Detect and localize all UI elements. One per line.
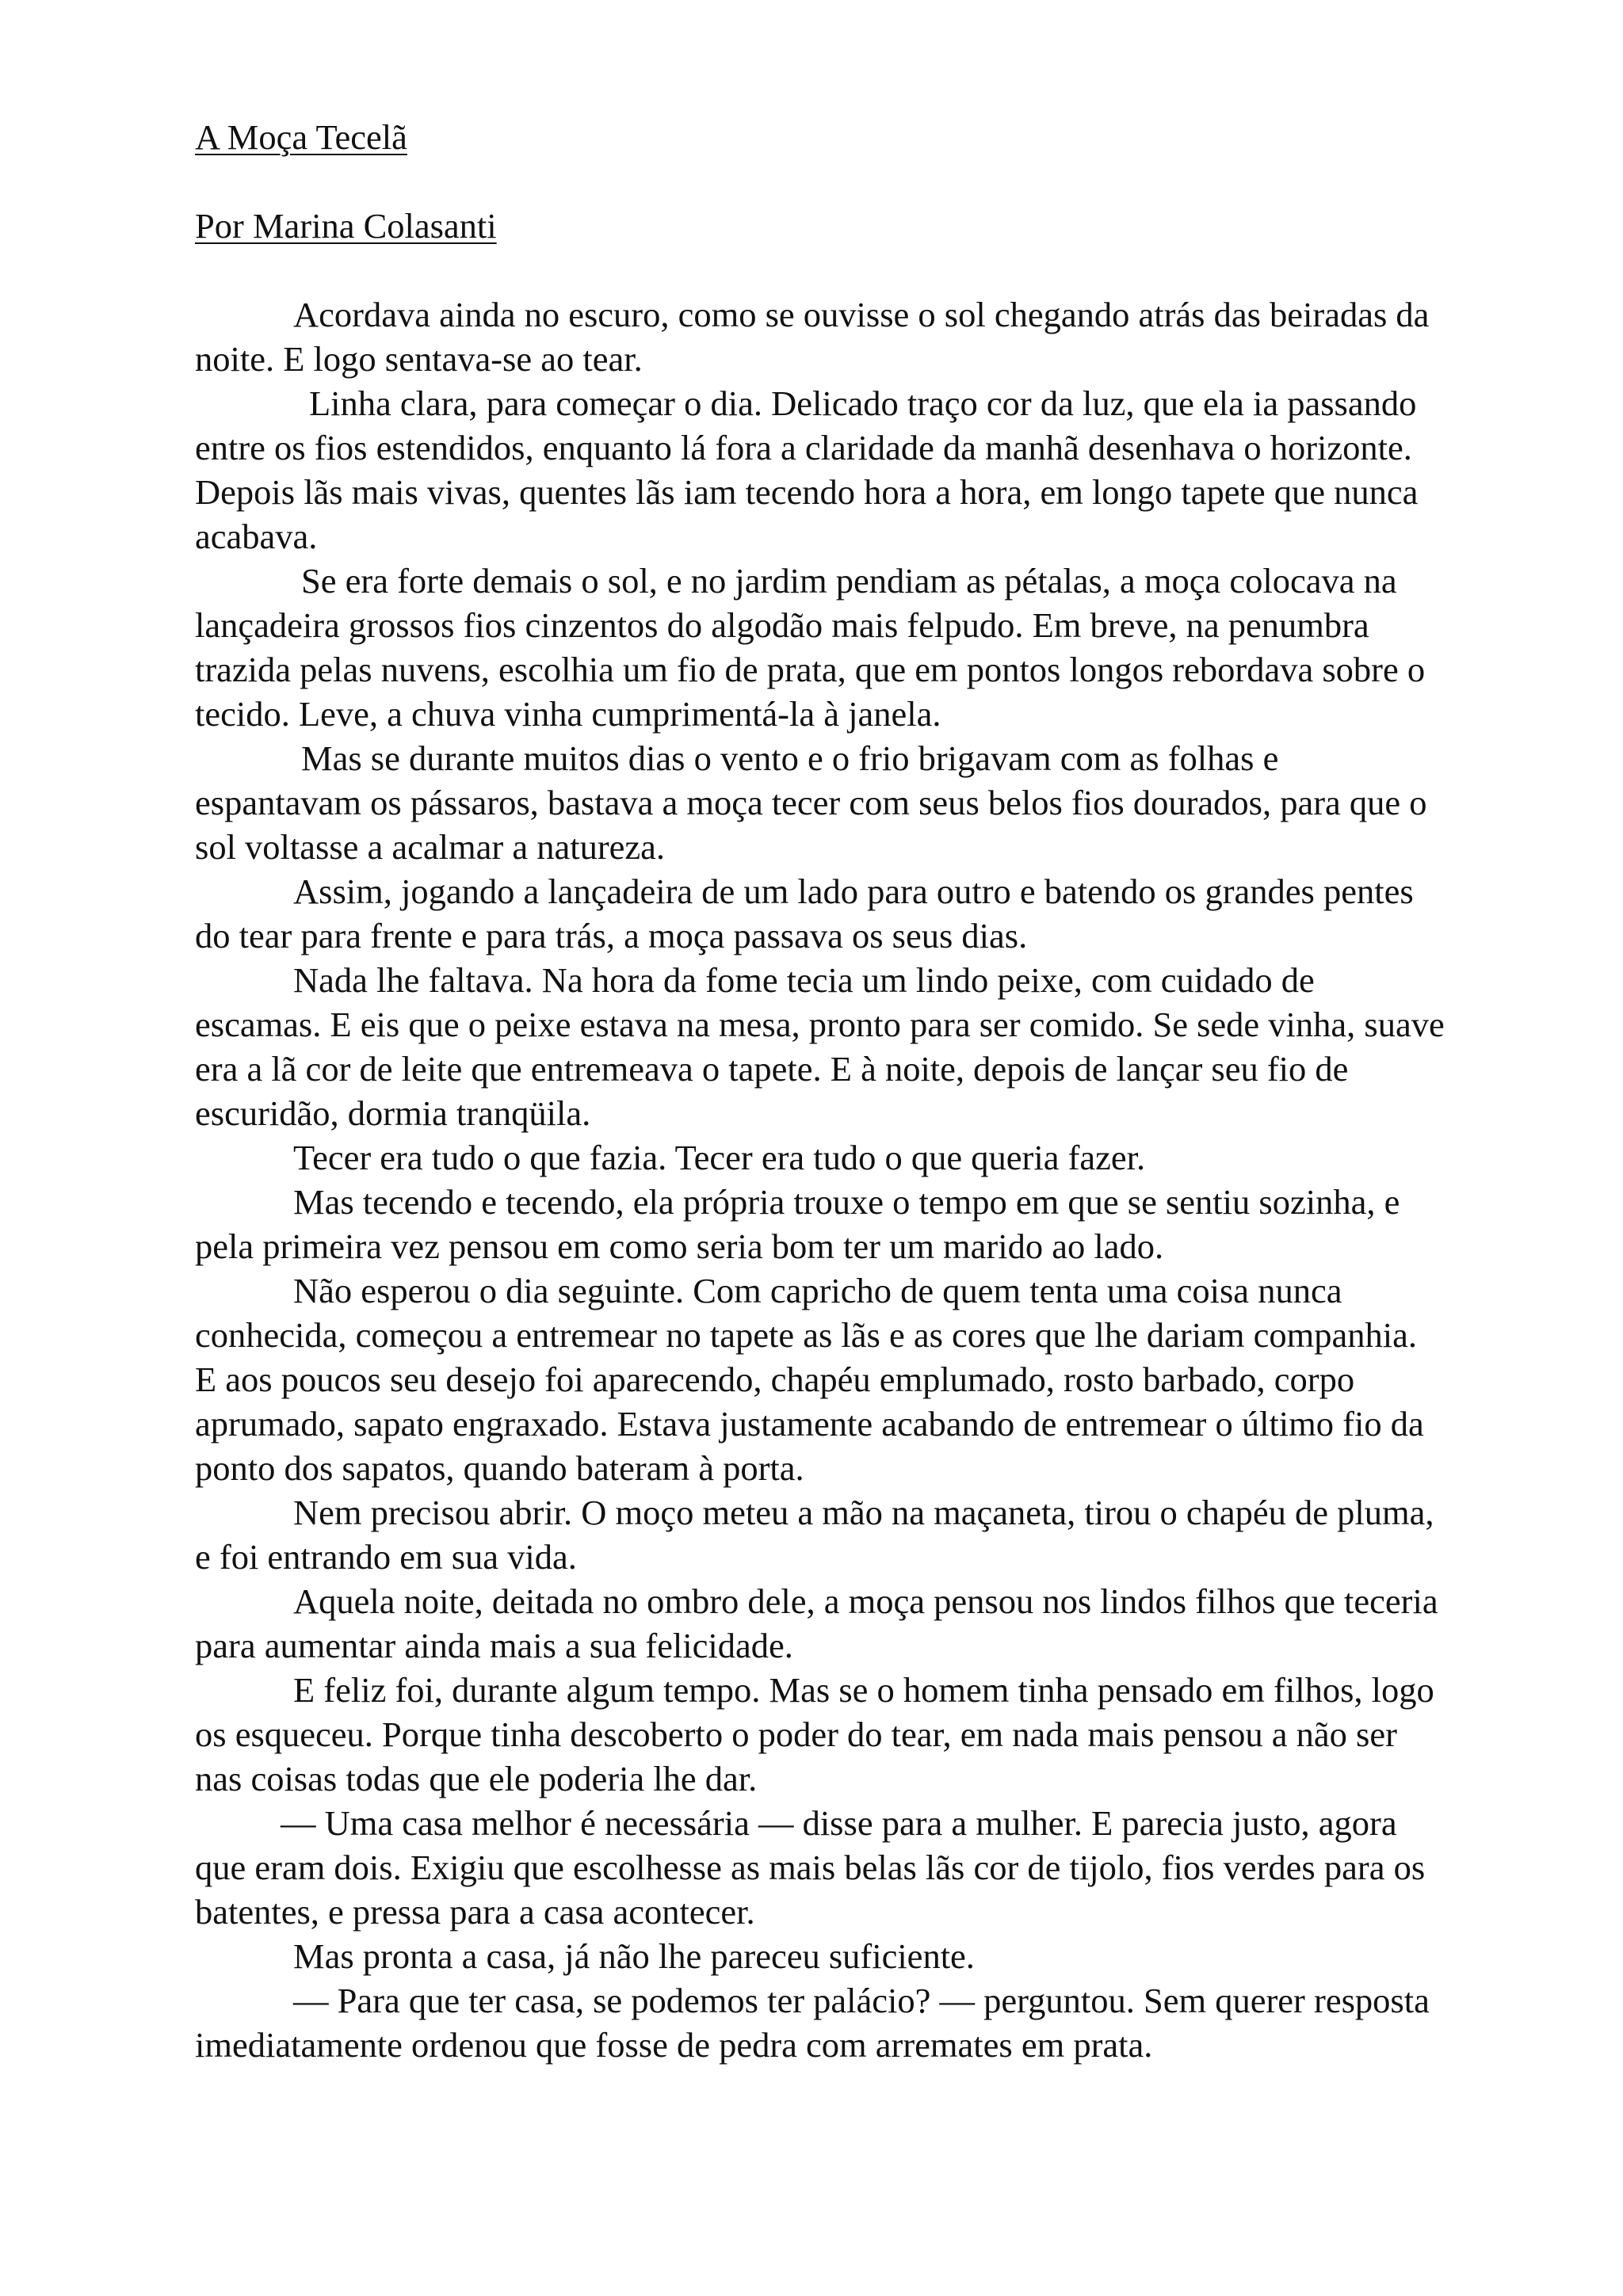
story-paragraph: Nem precisou abrir. O moço meteu a mão na maçaneta, tirou o chapéu de pluma, e foi entrando em sua vida.: [195, 1493, 1434, 1577]
story-paragraph: Linha clara, para começar o dia. Delicado traço cor da luz, que ela ia passando entre os fios estendidos, enquanto lá fora a claridade da manhã desenhava o horizonte.: [195, 383, 1417, 467]
author-byline: Por Marina Colasanti: [195, 206, 497, 246]
story-title: A Moça Tecelã: [195, 117, 407, 157]
story-paragraph: Tecer era tudo o que fazia. Tecer era tudo o que queria fazer.: [293, 1138, 1146, 1177]
story-paragraph: Aquela noite, deitada no ombro dele, a moça pensou nos lindos filhos que teceria para aumentar ainda mais a sua felicidade.: [195, 1581, 1438, 1665]
story-paragraph: Se era forte demais o sol, e no jardim pendiam as pétalas, a moça colocava na lançadeira grossos fios cinzentos do algodão mais felpudo. Em breve, na penumbra trazida pelas nuvens, escolhia um fio de prata, que em pontos longos rebordava sobre o tecido. Leve, a chuva vinha cumprimentá-la à janela.: [195, 561, 1426, 734]
story-paragraph: Mas pronta a casa, já não lhe pareceu suficiente.: [293, 1936, 975, 1976]
story-paragraph: E feliz foi, durante algum tempo. Mas se o homem tinha pensado em filhos, logo os esqueceu. Porque tinha descoberto o poder do tear, em nada mais pensou a não ser nas coisas todas que ele poderia lhe dar.: [195, 1670, 1434, 1798]
story-paragraph: Acordava ainda no escuro, como se ouvisse o sol chegando atrás das beiradas da noite. E logo sentava-se ao tear.: [195, 295, 1430, 379]
document-body: [195, 115, 1447, 2067]
story-paragraph: — Para que ter casa, se podemos ter palácio? — perguntou. Sem querer resposta imediatamente ordenou que fosse de pedra com arremates em prata.: [195, 1981, 1430, 2065]
story-paragraph: Mas tecendo e tecendo, ela própria trouxe o tempo em que se sentiu sozinha, e pela primeira vez pensou em como seria bom ter um marido ao lado.: [195, 1182, 1400, 1266]
story-text: [195, 292, 1447, 2067]
story-paragraph: Depois lãs mais vivas, quentes lãs iam tecendo hora a hora, em longo tapete que nunca acabava.: [195, 472, 1419, 556]
story-paragraph: Assim, jogando a lançadeira de um lado para outro e batendo os grandes pentes do tear para frente e para trás, a moça passava os seus dias.: [195, 871, 1414, 955]
story-paragraph: Nada lhe faltava. Na hora da fome tecia um lindo peixe, com cuidado de escamas. E eis que o peixe estava na mesa, pronto para ser comido. Se sede vinha, suave era a lã cor de leite que entremeava o tapete. E à noite, depois de lançar seu fio de escuridão, dormia tranqüila.: [195, 960, 1445, 1133]
story-paragraph: Mas se durante muitos dias o vento e o frio brigavam com as folhas e espantavam os pássaros, bastava a moça tecer com seus belos fios dourados, para que o sol voltasse a acalmar a natureza.: [195, 738, 1427, 867]
story-paragraph: Não esperou o dia seguinte. Com capricho de quem tenta uma coisa nunca conhecida, começou a entremear no tapete as lãs e as cores que lhe dariam companhia. E aos poucos seu desejo foi aparecendo, chapéu emplumado, rosto barbado, corpo aprumado, sapato engraxado. Estava justamente acabando de entremear o último fio da ponto dos sapatos, quando bateram à porta.: [195, 1271, 1424, 1488]
story-paragraph: — Uma casa melhor é necessária — disse para a mulher. E parecia justo, agora que eram dois. Exigiu que escolhesse as mais belas lãs cor de tijolo, fios verdes para os batentes, e pressa para a casa acontecer.: [195, 1803, 1426, 1932]
